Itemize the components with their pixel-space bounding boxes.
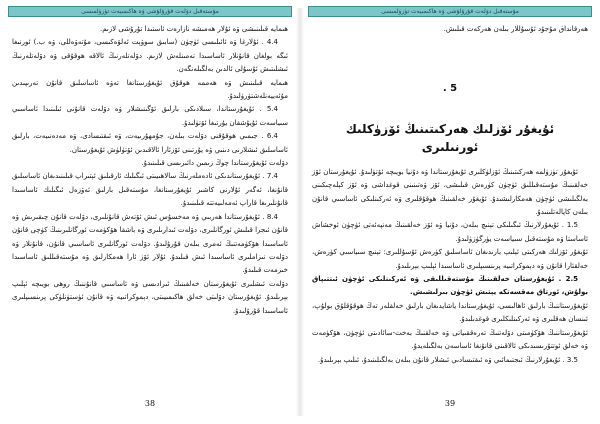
chapter-title-line-2: ئورنىلىرى xyxy=(421,139,479,154)
right-paragraph: 2.5 . ئۇيغۇرستان خەلقىنىڭ مۇستەقىللىقى ۋە ئەركىنلىكى ئۈچۈن ئىتتىپاق بولۇش، ئورتاق مەقسەتكە يېتىش ئۈچۈن بىرلىشىش. xyxy=(312,275,588,297)
left-paragraph: ھىمايە قىلىنىشى ۋە ئۇلار ھەمىشە نازارەت ئاستىدا تۇرۇشى لازىم. xyxy=(99,25,288,33)
right-paragraph: ئۇيغۇرستاننىڭ ھۆكۈمىتى دۆلەتنىڭ تەرەققىياتى ۋە خەلقنىڭ بەخت-سائادىتى ئۈچۈن، ھۆكۈمەت ۋە خەلق ئوتتۇرىسىدىكى ئالاقىنى قانۇنغا ئاساسەن بەلگىلەيدۇ. xyxy=(312,328,588,351)
left-paragraph: 5.4 . ئۇيغۇرستاندا، سىلادىكى بارلىق ئۆگىنىشلار ۋە دۆلەت قانۇنى ئىلىنىدا ئاساسىي سىياسەت ئۇيۇشقان يۇرتىغا ئۆتۈلىدۇ. xyxy=(12,105,288,127)
book-gutter xyxy=(296,8,304,416)
right-intro-line: ھەرقانداق مۇجۇد ئۇسۇللار بىلەن ھەركەت قىلىش. xyxy=(443,25,588,33)
left-paragraph: 8.4 . ئۇيغۇرستاندا ھەربىي ۋە مەخسۇس ئىش ئۆتەش قانۇنلىرى، دۆلەت قانۇن چىقىرىش ۋە قانۇن ئىجرا قىلىش ئورگانلىرى، دۆلەت ئىدارىلىرى ۋە باشقا ھۆكۈمەت ئورگانلىرىنىڭ كۈچى قانۇن ئاساسىدا ھۆكۈمەتنىڭ ئەمرى بىلەن قۇرۇلىدۇ. دۆلەت ئورگانلىرى ئاساسىي قانۇن، قانۇنلار ۋە دۆلەت نىزاملىرى ئاساسىدا ئىش قىلىدۇ. ئۇلار ئۆز ئارا ھەمكارلىق ۋە مۇستەقىللىق ئاساسىدا خىزمەت قىلىدۇ. xyxy=(12,212,288,275)
right-paragraph: ئۇيغۇرستاننىڭ بارلىق ئاھالىسى، ئۇيغۇرستاندا ياشايدىغان بارلىق خەلقلەر تەڭ ھوقۇقلۇق بولۇپ، ئىنسان ھەقلىرى ۋە ئەركىنلىكلىرى قوغدىلىدۇ. xyxy=(312,301,588,324)
right-paragraph: 1.5 . ئۇيغۇرلارنىڭ ئىگىلىكى تېنىچ بىلەن، دۇنيا ۋە ئۆز خەلقىنىڭ مەنپەئەتى ئۈچۈن ئوخشاش ئاساستا ۋە مۇستەقىل سىياسەت يۈرگۈزۈلىدۇ. xyxy=(312,221,588,243)
right-paragraph: 3.5 . ئۇيغۇرلارنىڭ ئىجتىمائىي ۋە ئىقتىسادىي ئىشلار قانۇن بىلەن بەلگىلىنىدۇ، ئىلىپ بېرىلىدۇ. xyxy=(317,355,578,364)
left-paragraph: 4.4 . ئۇلارغا ۋە ئائىلىسى ئۈچۈن (سابىق سوۋېت ئەلۋەكىسى، مۇتەۋەللى، ۋە ب.) ئورنىغا ئىگە بولغان قانۇنلار ئاساسىدا تەمىنلەش لازىم. دۆلەتلەرنىڭ ئالاقە ھوقۇقى ۋە دۆلەتلەرنىڭ ئىشلىتىش ئۇسۇلى ئالدىن بەلگىلەنگەن. xyxy=(12,38,288,74)
left-paragraph: 7.4 . ئۇيغۇرستاندىكى ئادەملەرنىڭ سالاھىيىتى ئىگىلىك ئارقىلىق ئېتىراپ قىلىنىدىغان ئاساسلىق قانۇنغا، ئەگەر ئۇلارنى كاشىر ئۇيغۇرستانغا، مۇستەقىل بارلىق ئەۋزەل ئىگىلىك ئاساسىدا قانۇنلىرىغا قاراپ ئەمەلىيەتتە قىلىنىدۇ. xyxy=(12,172,288,208)
left-paragraph: 6.4 . جىمىي ھوقۇقنى دۆلەت بىلەن، جۇمھۇرىيەت، ۋە ئىقتىسادى، ۋە مەدەنىيەت، بارلىق ئاساسلىق ئىشلارنى دىنىي ۋە يۇرتىنى ئۆزئارا ئالاقىدىن ئۆتۈلۈش ئۇيغۇرستان. xyxy=(12,132,288,154)
left-page-body xyxy=(8,23,292,318)
right-paragraphs xyxy=(312,166,588,367)
left-paragraph: دۆلەت ئۇيغۇرستاندا چوڭ زىمىن دائىرىسى قىلىنىدۇ. xyxy=(141,159,288,168)
right-page xyxy=(308,6,592,418)
right-paragraph: ئۇيغۇر ئۆزلىك ھەركىتى ئېلىپ بارىدىغان ئاساسلىق كۈرەش ئۇسۇللىرى: تېنىچ سىياسىي كۈرەش، خەلقئارا قانۇن ۋە دېموكراتىيە پرىنسىپلىرى ئاساسىدا ئېلىپ بېرىلىدۇ. xyxy=(312,248,588,270)
right-running-header: مۇستەقىل دۆلەت قۇرۇلۇشى ۋە ھاكىمىيەت تۈزۈلمىسى xyxy=(308,6,592,17)
right-page-body xyxy=(308,23,592,367)
right-page-number: 39 xyxy=(444,399,456,408)
left-paragraph: ھىمايە قىلىنىش ۋە ھەممە ھوقۇق ئۇيغۇرستانغا تەۋە ئاساسلىق قانۇن تەرىپىدىن مۇئەييەنلەشتۈرۈلىدۇ. xyxy=(12,78,288,101)
left-paragraph: دۆلەت ئىشلىرى ئۇيغۇرستان خەلقىنىڭ ئىرادىسى ۋە ئاساسىي قانۇننىڭ روھى بويىچە ئېلىپ بېرىلىدۇ. ئۇيغۇرستان دۆلىتى خەلق ھاكىمىيىتى، دېموكراتىيە ۋە قانۇن ئۈستۈنلۈكى پرىنسىپلىرى ئاساسىدا قۇرۇلىدۇ. xyxy=(12,279,288,315)
chapter-number: . 5 xyxy=(442,83,458,95)
right-paragraph: ئۇيغۇر تۈزۈلمە ھەركىتىنىڭ ئۆزلۈكلىرى ئۇيغۇرستاندا ۋە دۇنيا بويىچە ئۆتۈلىدۇ. ئۇيغۇرستان ئۆز خەلقىنىڭ مۇستەقىللىق ئۈچۈن كۈرەش قىلىشى، ئۆز ۋەتىنىنى قوغداشى ۋە ئۆز كېلەچىكىنى بەلگىلىشى ئۈچۈن ھەمكارلىشىدۇ. ئۇيغۇر خەلقىنىڭ ھوقۇقلىرى ۋە ئەركىنلىكى ئاساسىي قانۇن بىلەن كاپالەتلىنىدۇ. xyxy=(312,167,588,217)
left-page-number: 38 xyxy=(144,399,156,408)
left-running-header: مۇستەقىل دۆلەت قۇرۇلۇشى ۋە ھاكىمىيەت تۈزۈلمىسى xyxy=(8,6,292,17)
left-page xyxy=(8,6,292,418)
chapter-title-line-1: ئۇيغۇر ئۆزلىك ھەركىتىنىڭ ئۆزۈكلىك xyxy=(345,121,555,136)
chapter-title xyxy=(312,120,588,156)
